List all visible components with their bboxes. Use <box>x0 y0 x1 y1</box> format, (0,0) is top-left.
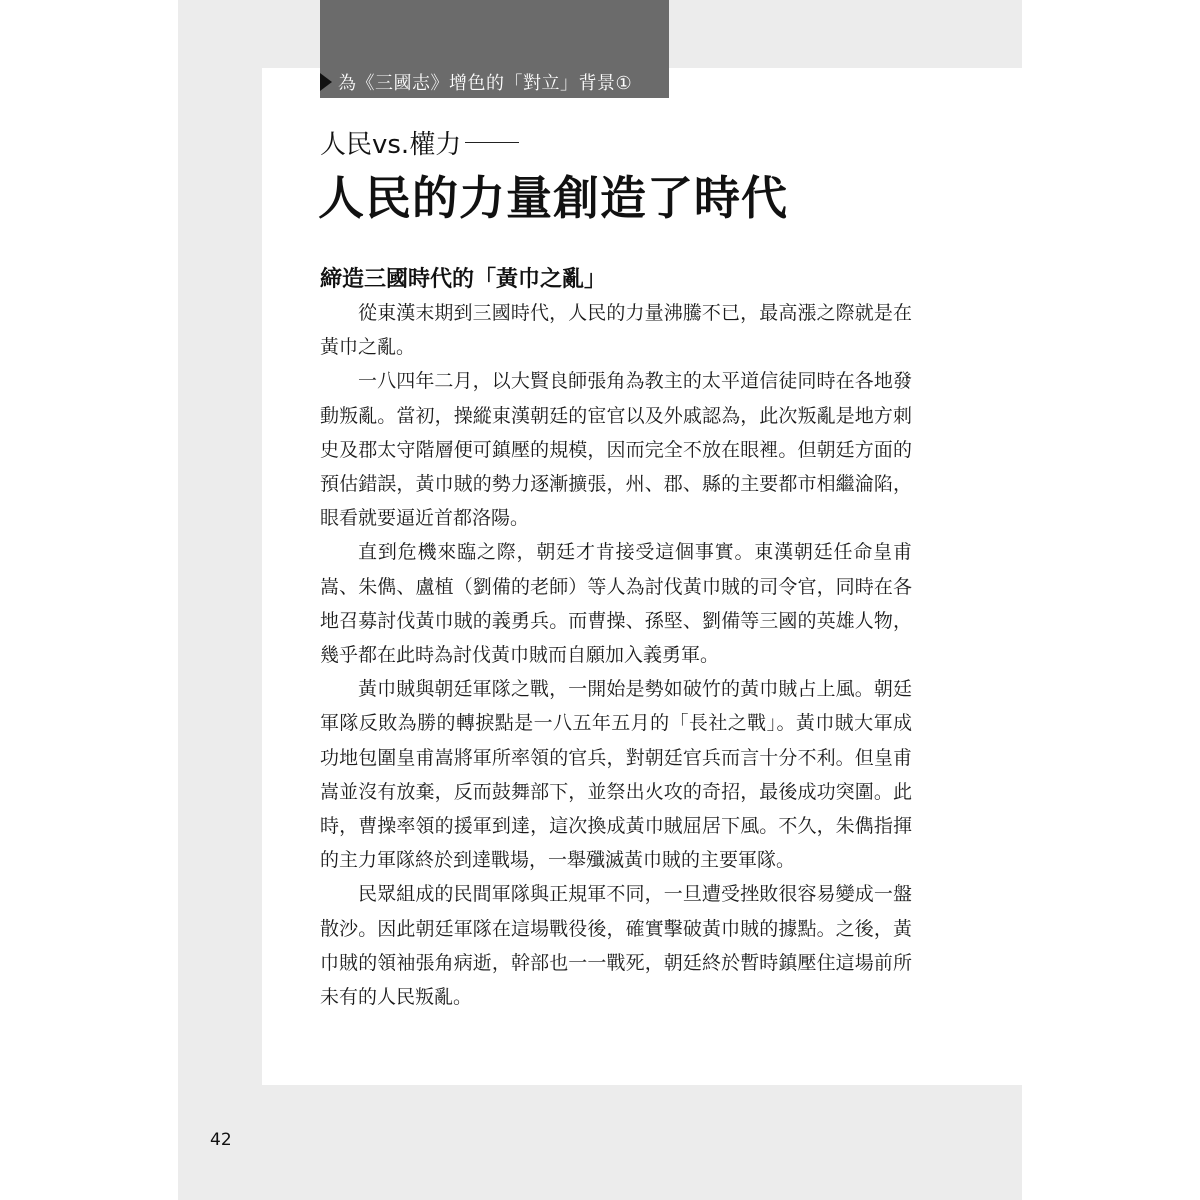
chapter-tab-title: 為《三國志》增色的「對立」背景① <box>338 73 633 94</box>
paragraph: 直到危機來臨之際，朝廷才肯接受這個事實。東漢朝廷任命皇甫嵩、朱儁、盧植（劉備的老師）等人為討伐黃巾賊的司令官，同時在各地召募討伐黃巾賊的義勇兵。而曹操、孫堅、劉備等三國的英雄人物，幾乎都在此時為討伐黃巾賊而自願加入義勇軍。 <box>320 541 912 667</box>
paragraph: 民眾組成的民間軍隊與正規軍不同，一旦遭受挫敗很容易變成一盤散沙。因此朝廷軍隊在這場戰役後，確實擊破黃巾賊的據點。之後，黃巾賊的領袖張角病逝，幹部也一一戰死，朝廷終於暫時鎮壓住這場前所未有的人民叛亂。 <box>320 883 912 1009</box>
section-heading: 締造三國時代的「黃巾之亂」 <box>320 267 607 292</box>
page-number: 42 <box>210 1130 232 1150</box>
paragraph: 一八四年二月，以大賢良師張角為教主的太平道信徒同時在各地發動叛亂。當初，操縱東漢朝廷的宦官以及外戚認為，此次叛亂是地方刺史及郡太守階層便可鎮壓的規模，因而完全不放在眼裡。但朝廷方面的預估錯誤，黃巾賊的勢力逐漸擴張，州、郡、縣的主要都市相繼淪陷，眼看就要逼近首都洛陽。 <box>320 370 912 530</box>
page-title: 人民的力量創造了時代 <box>318 171 788 225</box>
page-subtitle <box>320 124 519 161</box>
subtitle-dash-rule <box>465 142 519 143</box>
subtitle-text: 人民vs.權力 <box>320 130 462 160</box>
chapter-tab-label <box>320 68 632 96</box>
body-text <box>320 296 912 1014</box>
triangle-arrow-icon <box>320 73 332 91</box>
paragraph: 從東漢末期到三國時代，人民的力量沸騰不已，最高漲之際就是在黃巾之亂。 <box>320 302 912 359</box>
paragraph: 黃巾賊與朝廷軍隊之戰，一開始是勢如破竹的黃巾賊占上風。朝廷軍隊反敗為勝的轉捩點是一八五年五月的「長社之戰」。黃巾賊大軍成功地包圍皇甫嵩將軍所率領的官兵，對朝廷官兵而言十分不利。但皇甫嵩並沒有放棄，反而鼓舞部下，並祭出火攻的奇招，最後成功突圍。此時，曹操率領的援軍到達，這次換成黃巾賊屈居下風。不久，朱儁指揮的主力軍隊終於到達戰場，一舉殲滅黃巾賊的主要軍隊。 <box>320 678 912 872</box>
